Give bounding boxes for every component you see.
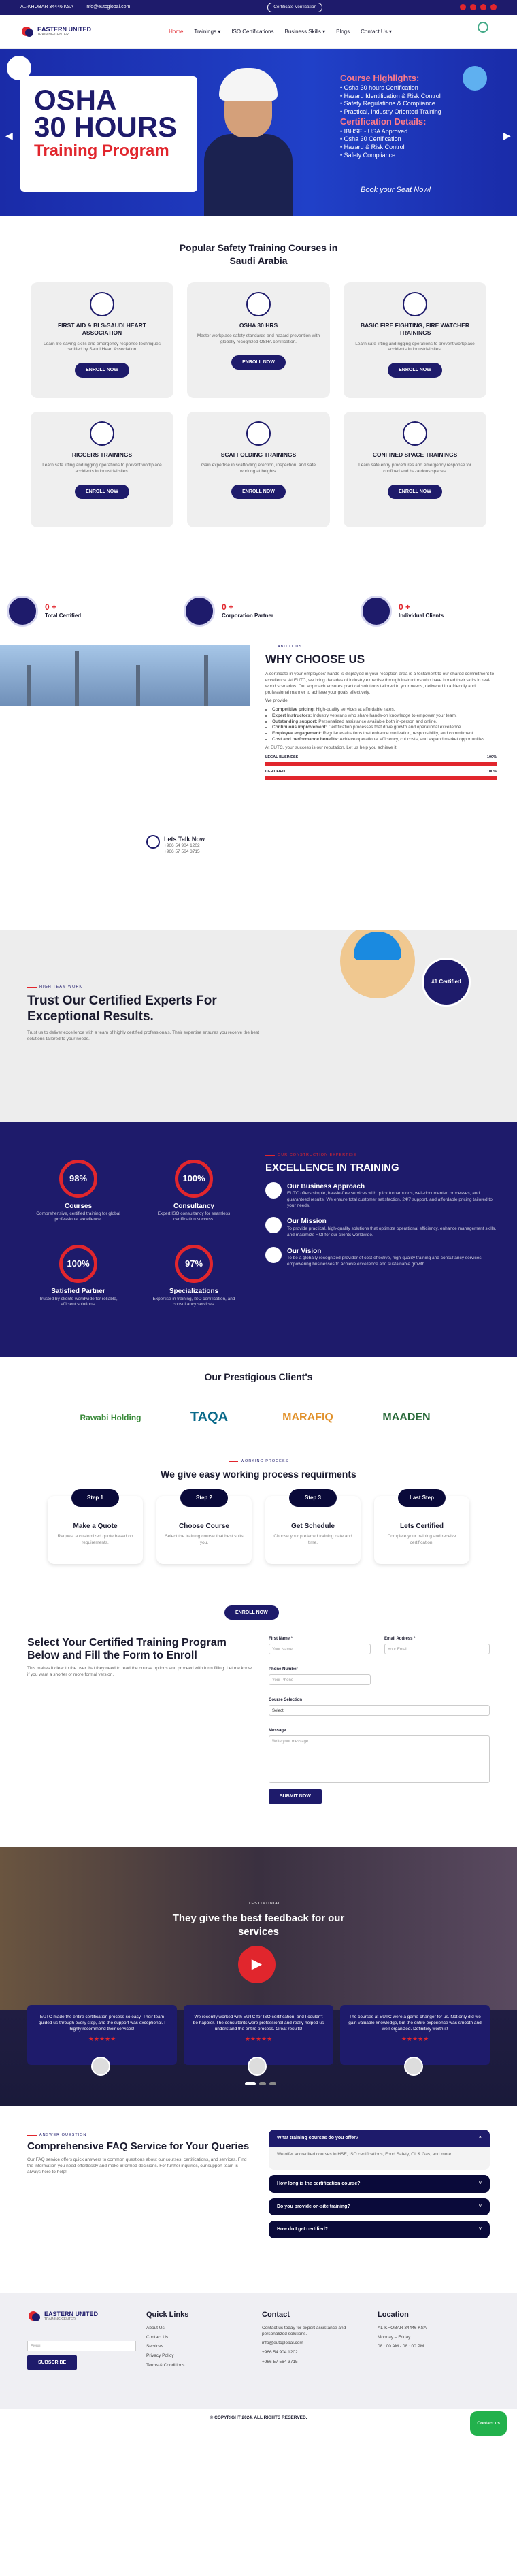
certified-icon — [7, 596, 38, 627]
why-list-item: • Cost and performance benefits: Achieve operational efficiency, cut costs, and expand market opportunities. — [272, 737, 497, 743]
faq-question[interactable]: What training courses do you offer? ˄ — [269, 2130, 490, 2147]
hero-slider — [0, 49, 517, 216]
social-icons — [460, 4, 497, 10]
subscribe-button[interactable]: SUBSCRIBE — [27, 2355, 77, 2370]
mission-icon — [265, 1217, 282, 1233]
process-step: Last Step Lets Certified Complete your training and receive certification. — [374, 1496, 469, 1564]
fire-icon — [403, 292, 427, 316]
main-nav — [169, 29, 392, 36]
industrial-plant-image — [0, 645, 250, 706]
testimonial-card: We recently worked with EUTC for ISO certification, and I couldn't be happier. The consultants were professional and really helped us understand the entire process. Great results! ★★★★★ — [184, 2005, 333, 2065]
enroll-button[interactable]: ENROLL NOW — [75, 485, 129, 499]
lets-talk-box: Lets Talk Now +966 54 904 1202 +966 57 564 3715 — [146, 835, 205, 855]
faq-question[interactable]: How do I get certified? ˅ — [269, 2221, 490, 2238]
client-logo-marafiq: MARAFIQ — [282, 1412, 333, 1424]
testimonial-section: TESTIMONIAL They give the best feedback for our services ▶ EUTC made the entire certification process so easy. Their team guided us through every step, and the support was exceptional. I highly recommend their services! ★★★★★ We recently worked with EUTC for ISO certification, and I couldn't be happier. The consultants were professional and really helped us understand the entire process. Great results! ★★★★★ The courses at EUTC were a game-changer for us. Not only did we gain valuable knowledge, but the entire experience was smooth and well-organized. Definitely worth it! ★★★★★ — [0, 1847, 517, 2106]
stats-row — [0, 596, 517, 627]
facebook-icon[interactable] — [460, 4, 466, 10]
certificate-verification-button[interactable]: Certificate Verification — [267, 3, 322, 13]
nav-contact[interactable]: Contact Us ▾ — [361, 28, 392, 35]
faq-question[interactable]: Do you provide on-site training? ˅ — [269, 2198, 490, 2215]
client-logo-taqa: TAQA — [190, 1409, 229, 1425]
footer-link[interactable]: Contact Us — [146, 2334, 169, 2340]
phone-link[interactable]: +966 54 904 1202 — [164, 843, 200, 849]
enroll-button[interactable]: ENROLL NOW — [388, 363, 442, 377]
enroll-now-button[interactable]: ENROLL NOW — [224, 1605, 279, 1620]
courses-section — [0, 216, 517, 645]
footer-link[interactable]: Privacy Policy — [146, 2353, 174, 2359]
footer-link[interactable]: Terms & Conditions — [146, 2362, 185, 2368]
faq-section: ANSWER QUESTION Comprehensive FAQ Service for Your Queries Our FAQ service offers quick answers to common questions about our courses, certifications, and services. Find the information you need effortlessly and make informed decisions. For further inquiries, our support team is always here to help! What training courses do you offer? ˄ We offer accredited courses in HSE, ISO certifications, Food Safety, Oil & Gas, and more. How long is the certification course? ˅ Do you provide on-site training? ˅ How do I get certified? ˅ — [0, 2119, 517, 2293]
carousel-dots[interactable] — [245, 2082, 276, 2085]
legal-business-bar: LEGAL BUSINESS 100% — [265, 755, 497, 766]
footer-logo[interactable]: EASTERN UNITED TRAINING CENTER — [27, 2310, 136, 2324]
form-title: Select Your Certified Training Program Below and Fill the Form to Enroll — [27, 1637, 227, 1662]
why-title: WHY CHOOSE US — [265, 653, 365, 666]
stat-circle: 100% Consultancy Expert ISO consultancy for seamless certification success. — [150, 1160, 238, 1223]
course-card: SCAFFOLDING TRAININGS Gain expertise in scaffolding erection, inspection, and safe working at heights. ENROLL NOW — [187, 412, 330, 527]
top-bar — [0, 0, 517, 15]
why-list-item: • Expert Instructors: Industry veterans who share hands-on knowledge to empower your team. — [272, 713, 497, 719]
address-text: AL-KHOBAR 34446 KSA — [20, 5, 73, 10]
phone-link[interactable]: +966 57 564 3715 — [164, 849, 200, 854]
stat-circle: 98% Courses Comprehensive, certified training for global professional excellence. — [34, 1160, 122, 1223]
approach-item: Our Business Approach EUTC offers simple, hassle-free services with quick turnarounds, well-documented processes, and guaranteed results. We ensure total customer satisfaction, 24/7 support, and affordable pricing tailored to your needs. — [265, 1182, 497, 1209]
trust-title: Trust Our Certified Experts For Exceptional Results. — [27, 994, 217, 1024]
enroll-button[interactable]: ENROLL NOW — [75, 363, 129, 377]
course-card: RIGGERS TRAININGS Learn safe lifting and rigging operations to prevent workplace accidents in industrial sites. ENROLL NOW — [31, 412, 173, 527]
enroll-button[interactable]: ENROLL NOW — [231, 355, 286, 370]
email-input[interactable]: Your Email — [384, 1644, 490, 1654]
nav-business-skills[interactable]: Business Skills ▾ — [284, 28, 326, 35]
mission-item: Our Mission To provide practical, high-quality solutions that optimize operational efficiency, enhance management skills, and maximize ROI for our clients worldwide. — [265, 1217, 497, 1238]
course-card: CONFINED SPACE TRAININGS Learn safe entry procedures and emergency response for confined and hazardous spaces. ENROLL NOW — [344, 412, 486, 527]
hero-highlights: Course Highlights: • Osha 30 hours Certification • Hazard Identification & Risk Control • Safety Regulations & Compliance • Practical, Industry Oriented Training Certification Details: • IBHSE - USA Approved • Osha 30 Certification • Hazard & Risk Control • Safety Compliance — [340, 73, 441, 159]
vision-item: Our Vision To be a globally recognized provider of cost-effective, high-quality training and consultancy services, empowering businesses to achieve excellence and sustainable growth. — [265, 1247, 497, 1268]
crane-icon — [90, 421, 114, 446]
testimonial-card: EUTC made the entire certification process so easy. Their team guided us through every step, and the support was exceptional. I highly recommend their services! ★★★★★ — [27, 2005, 177, 2065]
instagram-icon[interactable] — [470, 4, 476, 10]
hero-title: OSHA 30 HOURS Training Program — [34, 84, 178, 160]
avatar — [404, 2057, 423, 2076]
enroll-button[interactable]: ENROLL NOW — [388, 485, 442, 499]
why-choose-us-section — [0, 645, 517, 930]
email-link[interactable]: info@eutcglobal.com — [85, 5, 131, 10]
vision-icon — [265, 1247, 282, 1263]
certified-bar: CERTIFIED 100% — [265, 770, 497, 780]
stat-circle: 97% Specializations Expertise in training, ISO certification, and consultancy services. — [150, 1245, 238, 1308]
why-text: ABOUT US WHY CHOOSE US A certificate in your employees' hands is displayed in your reception area is a testament to our shared commitment to excellence. At EUTC, we bring decades of industry expertise through instructors who have honed their skills in real-world scenarios. Our approach ensures practical solutions tailored to your needs, delivered in a friendly and professional manner to achieve your goals effectively. We provide: • Competitive pricing: High-quality services at affordable rates. • Expert Instructors: Industry veterans who share hands-on knowledge to empower your team. • Outstanding support: Personalized assistance available both in-person and online. • Continuous improvement: Certification processes that drive growth and operational excellence. • Employee engagement: Regular evaluations that enhance motivation, responsibility, and commitment. • Cost and performance benefits: Achieve operational efficiency, cut costs, and expand market opportunities. At EUTC, your success is our reputation. Let us help you achieve it! LEGAL BUSINESS 100% CERTIFIED 100% — [265, 645, 497, 780]
newsletter-email-input[interactable]: EMAIL — [27, 2341, 136, 2351]
logo-icon — [20, 25, 34, 39]
clients-section — [0, 1357, 517, 1449]
enroll-button[interactable]: ENROLL NOW — [231, 485, 286, 499]
chevron-down-icon: ˅ — [478, 2181, 482, 2187]
course-select-field: Course Selection Select — [269, 1697, 490, 1716]
logo-subtitle: TRAINING CENTER — [37, 33, 69, 37]
process-step: Step 2 Choose Course Select the training course that best suits you. — [156, 1496, 252, 1564]
why-list-item: • Employee engagement: Regular evaluations that enhance motivation, responsibility, and commitment. — [272, 731, 497, 737]
partner-icon — [184, 596, 215, 627]
testimonial-title: They give the best feedback for our services — [172, 1912, 345, 1938]
site-footer: EASTERN UNITED TRAINING CENTER EMAIL SUBSCRIBE Quick Links About Us Contact Us Services Privacy Policy Terms & Conditions Contact Contact us today for expert assistance and personalized solutions. info@eutcglobal.com +966 54 904 1202 +966 57 564 3715 Location AL-KHOBAR 34446 KSA Monday – Friday 08 : 00 AM - 08 : 00 PM — [0, 2293, 517, 2409]
trust-section: #1 Certified HIGH TEAM WORK Trust Our Certified Experts For Exceptional Results. Trust us to deliver excellence with a team of highly certified professionals. Their expertise ensures you receive the best solutions tailored to your needs. — [0, 930, 517, 1122]
phone-icon — [146, 835, 160, 849]
clients-title: Our Prestigious Client's — [204, 1371, 313, 1382]
nav-home[interactable]: Home — [169, 28, 184, 35]
certified-badge: #1 Certified — [422, 958, 471, 1007]
chevron-down-icon: ˅ — [478, 2227, 482, 2232]
footer-link[interactable]: Services — [146, 2344, 163, 2349]
why-list-item: • Continuous improvement: Certification processes that drive growth and operational excellence. — [272, 725, 497, 731]
avatar — [248, 2057, 267, 2076]
phone-field: Phone Number Your Phone — [269, 1667, 371, 1685]
worker-image — [340, 930, 415, 998]
site-logo[interactable] — [20, 25, 91, 39]
nav-blogs[interactable]: Blogs — [336, 28, 350, 35]
message-input[interactable]: Write your message ... — [269, 1735, 490, 1783]
avatar — [91, 2057, 110, 2076]
nav-iso[interactable]: ISO Certifications — [231, 28, 274, 35]
testimonial-card: The courses at EUTC were a game-changer for us. Not only did we gain valuable knowledge, but the entire experience was smooth and well-organized. Definitely worth it! ★★★★★ — [340, 2005, 490, 2065]
stat-circle: 100% Satisfied Partner Trusted by clients worldwide for reliable, efficient solutions. — [34, 1245, 122, 1308]
excellence-title: EXCELLENCE IN TRAINING — [265, 1162, 399, 1174]
process-section: WORKING PROCESS We give easy working process requirments Step 1 Make a Quote Request a customized quote based on requirements. Step 2 Choose Course Select the training course that best suits you. Step 3 Get Schedule Choose your preferred training date and time. Last Step Lets Certified Complete your training and receive certification. ENROLL NOW — [0, 1449, 517, 1701]
accreditation-logo — [469, 22, 497, 42]
phone-input[interactable]: Your Phone — [269, 1674, 371, 1685]
why-list-item: • Competitive pricing: High-quality services at affordable rates. — [272, 707, 497, 713]
faq-title: Comprehensive FAQ Service for Your Queries — [27, 2140, 250, 2153]
copyright-bar: © COPYRIGHT 2024. ALL RIGHTS RESERVED. Contact us — [0, 2409, 517, 2428]
helmet-icon — [246, 292, 271, 316]
hero-signature: Book your Seat Now! — [361, 186, 431, 194]
course-select[interactable]: Select — [269, 1705, 490, 1716]
stat-item: 0 + Corporation Partner — [184, 596, 333, 627]
slider-prev-icon[interactable]: ◀ — [5, 130, 13, 141]
process-step: Step 3 Get Schedule Choose your preferred training date and time. — [265, 1496, 361, 1564]
nav-trainings[interactable]: Trainings ▾ — [194, 28, 221, 35]
hero-person-image — [197, 56, 299, 216]
client-logo-maaden: MAADEN — [382, 1412, 431, 1424]
footer-phone[interactable]: +966 54 904 1202 — [262, 2350, 298, 2355]
chevron-down-icon: ˅ — [478, 2204, 482, 2209]
why-list-item: • Outstanding support: Personalized assistance available both in-person and online. — [272, 719, 497, 725]
excellence-section: 98% Courses Comprehensive, certified training for global professional excellence. 100% Consultancy Expert ISO consultancy for seamless certification success. 100% Satisfied Partner Trusted by clients worldwide for reliable, efficient solutions. 97% Specializations Expertise in training, ISO certification, and consultancy services. OUR CONSTRUCTION EXPERTISE EXCELLENCE IN TRAINING Our Business Approach EUTC offers simple, hassle-free services with quick turnarounds, well-documented processes, and guaranteed results. We ensure total customer satisfaction, 24/7 support, and affordable pricing tailored to your needs. Our Mission To provide practical, high-quality solutions that optimize operational efficiency, enhance management skills, and maximize ROI for our clients worldwide. Our Vision To be a globally recognized provider of cost-effective, high-quality training and consultancy services, empowering businesses to achieve excellence and sustainable growth. — [0, 1122, 517, 1357]
stat-item: 0 + Individual Clients — [361, 596, 510, 627]
course-card: FIRST AID & BLS-SAUDI HEART ASSOCIATION Learn life-saving skills and emergency response techniques certified by Saudi Heart Association. ENROLL NOW — [31, 282, 173, 398]
course-card: BASIC FIRE FIGHTING, FIRE WATCHER TRAININGS Learn safe lifting and rigging operations to prevent workplace accidents in industrial sites. ENROLL NOW — [344, 282, 486, 398]
youtube-icon[interactable] — [490, 4, 497, 10]
clients-icon — [361, 596, 392, 627]
confined-space-icon — [403, 421, 427, 446]
courses-title: Popular Safety Training Courses in Saudi Arabia — [179, 242, 338, 266]
site-header — [0, 15, 517, 49]
first-aid-icon — [90, 292, 114, 316]
footer-email[interactable]: info@eutcglobal.com — [262, 2341, 303, 2346]
course-card: OSHA 30 HRS Master workplace safety standards and hazard prevention with globally recognized OSHA certification. ENROLL NOW — [187, 282, 330, 398]
submit-button[interactable]: SUBMIT NOW — [269, 1789, 322, 1804]
play-icon[interactable]: ▶ — [238, 1946, 276, 1983]
chevron-up-icon: ˄ — [478, 2136, 482, 2140]
message-field: Message Write your message ... — [269, 1728, 490, 1783]
linkedin-icon[interactable] — [480, 4, 486, 10]
footer-phone[interactable]: +966 57 564 3715 — [262, 2359, 298, 2364]
faq-question[interactable]: How long is the certification course? ˅ — [269, 2175, 490, 2192]
client-logo-rawabi: Rawabi Holding — [80, 1412, 141, 1422]
badge-icon — [463, 66, 487, 91]
stat-item: 0 + Total Certified — [7, 596, 156, 627]
faq-answer: We offer accredited courses in HSE, ISO certifications, Food Safety, Oil & Gas, and more. — [269, 2147, 490, 2170]
first-name-field: First Name * Your Name — [269, 1636, 371, 1654]
logo-title: EASTERN UNITED — [37, 26, 92, 33]
footer-link[interactable]: About Us — [146, 2325, 165, 2330]
scaffold-icon — [246, 421, 271, 446]
course-grid — [0, 282, 517, 527]
slider-next-icon[interactable]: ▶ — [503, 130, 511, 141]
enroll-form-section: Select Your Certified Training Program Below and Fill the Form to Enroll This makes it clear to the user that they need to read the course options and proceed with form filling. Let me know if you want a shorter or more formal version. First Name * Your Name Email Address * Your Email Phone Number Your Phone Course Selection Select Message Write your message ... SUBMIT NOW — [0, 1636, 517, 1847]
process-step: Step 1 Make a Quote Request a customized quote based on requirements. — [48, 1496, 143, 1564]
email-field: Email Address * Your Email — [384, 1636, 490, 1654]
first-name-input[interactable]: Your Name — [269, 1644, 371, 1654]
why-list — [265, 707, 497, 743]
badge-icon — [7, 56, 31, 80]
process-title: We give easy working process requirments — [161, 1469, 356, 1480]
whatsapp-contact-button[interactable]: Contact us — [470, 2411, 507, 2436]
approach-icon — [265, 1182, 282, 1199]
